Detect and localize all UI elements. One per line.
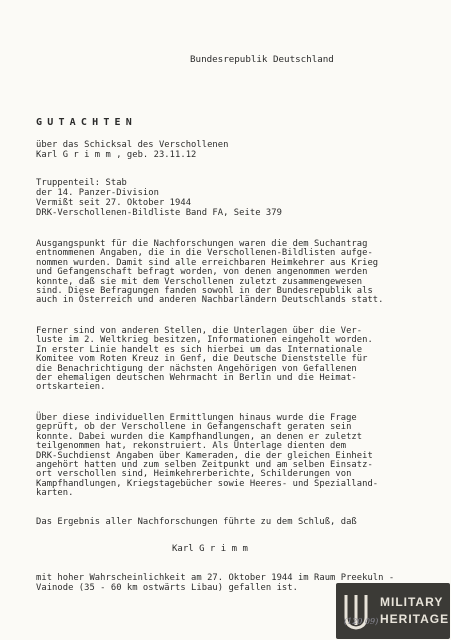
- paragraph-investigation: [36, 414, 432, 499]
- unit-line-1: Truppenteil: Stab: [36, 178, 127, 188]
- paragraph-line: die Benachrichtigung der nächsten Angehörigen von Gefallenen: [36, 363, 357, 374]
- unit-line-3: Vermißt seit 27. Oktober 1944: [36, 198, 192, 208]
- paragraph-line: konnte, daß sie mit dem Verschollenen zuletzt zusammengewesen: [36, 276, 363, 287]
- paragraph-line: Ausgangspunkt für die Nachforschungen waren die dem Suchantrag: [36, 239, 368, 249]
- paragraph-other-sources: [36, 327, 432, 393]
- subject-name-centered: Karl G r i m m: [172, 544, 248, 554]
- final-line-2: Vainode (35 - 60 km ostwärts Libau) gefallen ist.: [36, 583, 298, 593]
- paragraph-line: In erster Linie handelt es sich hierbei um das Internationale: [36, 344, 363, 355]
- final-line-1: mit hoher Wahrscheinlichkeit am 27. Oktober 1944 im Raum Preekuln -: [36, 573, 395, 583]
- unit-line-2: der 14. Panzer-Division: [36, 188, 159, 198]
- paragraph-line: Ferner sind von anderen Stellen, die Unterlagen über die Ver-: [36, 326, 363, 336]
- paragraph-line: und Gefangenschaft befragt worden, von denen angenommen werden: [36, 267, 368, 278]
- paragraph-line: angehört hatten und zum selben Zeitpunkt und am selben Einsatz-: [36, 460, 373, 471]
- paragraph-line: karten.: [36, 488, 74, 499]
- paragraph-line: ortskarteien.: [36, 382, 106, 393]
- subject-line-1: über das Schicksal des Verschollenen: [36, 140, 229, 150]
- subject-line-2: Karl G r i m m , geb. 23.11.12: [36, 150, 197, 160]
- paragraph-line: Komitee vom Roten Kreuz in Genf, die Deutsche Dienststelle für: [36, 354, 368, 365]
- paragraph-line: sind. Diese Befragungen fanden sowohl in der Bundesrepublik als: [36, 286, 373, 297]
- letterhead: Bundesrepublik Deutschland: [190, 54, 334, 65]
- paragraph-line: nommen wurden. Damit sind alle erreichbaren Heimkehrer aus Krieg: [36, 257, 379, 268]
- paragraph-line: Kampfhandlungen, Kriegstagebücher sowie Heeres- und Spezialland-: [36, 478, 379, 489]
- paragraph-line: auch in Österreich und anderen Nachbarländern Deutschlands statt.: [36, 295, 384, 306]
- paragraph-search-basis: [36, 240, 432, 306]
- paragraph-line: der ehemaligen deutschen Wehrmacht in Berlin und die Heimat-: [36, 373, 357, 384]
- paragraph-line: geprüft, ob der Verschollene in Gefangenschaft geraten sein: [36, 422, 352, 433]
- pencil-annotation: (120 09): [344, 617, 379, 626]
- paragraph-line: ort verschollen sind, Heimkehrerberichte, Schilderungen von: [36, 469, 352, 480]
- paragraph-line: luste im 2. Weltkrieg besitzen, Informationen eingeholt worden.: [36, 335, 373, 346]
- unit-line-4: DRK-Verschollenen-Bildliste Band FA, Seite 379: [36, 208, 282, 218]
- paragraph-line: DRK-Suchdienst Angaben über Kameraden, die der gleichen Einheit: [36, 450, 373, 461]
- watermark-text-1: MILITARY: [380, 595, 444, 609]
- paragraph-line: entnommenen Angaben, die in die Verschollenen-Bildlisten aufge-: [36, 248, 373, 259]
- watermark-text-2: HERITAGE: [380, 612, 450, 626]
- military-heritage-watermark: [336, 583, 450, 639]
- document-title: GUTACHTEN: [36, 117, 137, 128]
- paragraph-line: Über diese individuellen Ermittlungen hinaus wurde die Frage: [36, 413, 357, 423]
- conclusion-line: Das Ergebnis aller Nachforschungen führte zu dem Schluß, daß: [36, 517, 357, 527]
- paragraph-line: teilgenommen hat, rekonstruiert. Als Unterlage dienten dem: [36, 441, 347, 452]
- paragraph-line: konnte. Dabei wurden die Kampfhandlungen, an denen er zuletzt: [36, 431, 363, 442]
